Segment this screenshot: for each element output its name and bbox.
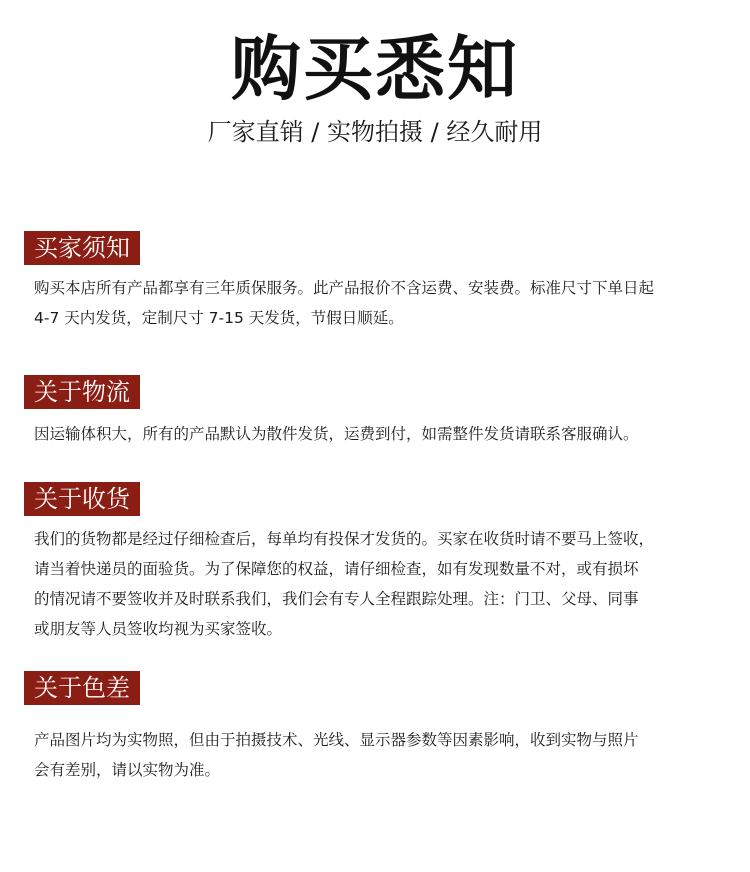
section-color-difference	[24, 671, 724, 785]
section-heading: 关于收货	[24, 482, 140, 516]
body-line: 购买本店所有产品都享有三年质保服务。此产品报价不含运费、安装费。标准尺寸下单日起	[34, 279, 655, 297]
section-body	[34, 524, 724, 644]
body-line: 产品图片均为实物照，但由于拍摄技术、光线、显示器参数等因素影响，收到实物与照片	[34, 731, 639, 749]
section-receiving	[24, 482, 724, 644]
body-line: 我们的货物都是经过仔细检查后，每单均有投保才发货的。买家在收货时请不要马上签收，	[34, 530, 655, 548]
section-body	[34, 419, 724, 449]
body-line: 请当着快递员的面验货。为了保障您的权益，请仔细检查，如有发现数量不对，或有损坏	[34, 560, 639, 578]
body-line: 因运输体积大，所有的产品默认为散件发货，运费到付，如需整件发货请联系客服确认。	[34, 425, 639, 443]
body-line: 会有差别，请以实物为准。	[34, 761, 221, 779]
page-subtitle: 厂家直销 / 实物拍摄 / 经久耐用	[207, 118, 543, 146]
section-body	[34, 273, 724, 333]
section-heading: 关于色差	[24, 671, 140, 705]
section-body	[34, 725, 724, 785]
body-line: 的情况请不要签收并及时联系我们，我们会有专人全程跟踪处理。注：门卫、父母、同事	[34, 590, 639, 608]
section-heading: 关于物流	[24, 375, 140, 409]
body-line: 或朋友等人员签收均视为买家签收。	[34, 620, 283, 638]
section-heading: 买家须知	[24, 231, 140, 265]
body-line: 4-7 天内发货，定制尺寸 7-15 天发货，节假日顺延。	[34, 309, 404, 327]
page-title: 购买悉知	[231, 28, 519, 110]
section-buyer-notice	[24, 231, 724, 333]
section-logistics	[24, 375, 724, 449]
